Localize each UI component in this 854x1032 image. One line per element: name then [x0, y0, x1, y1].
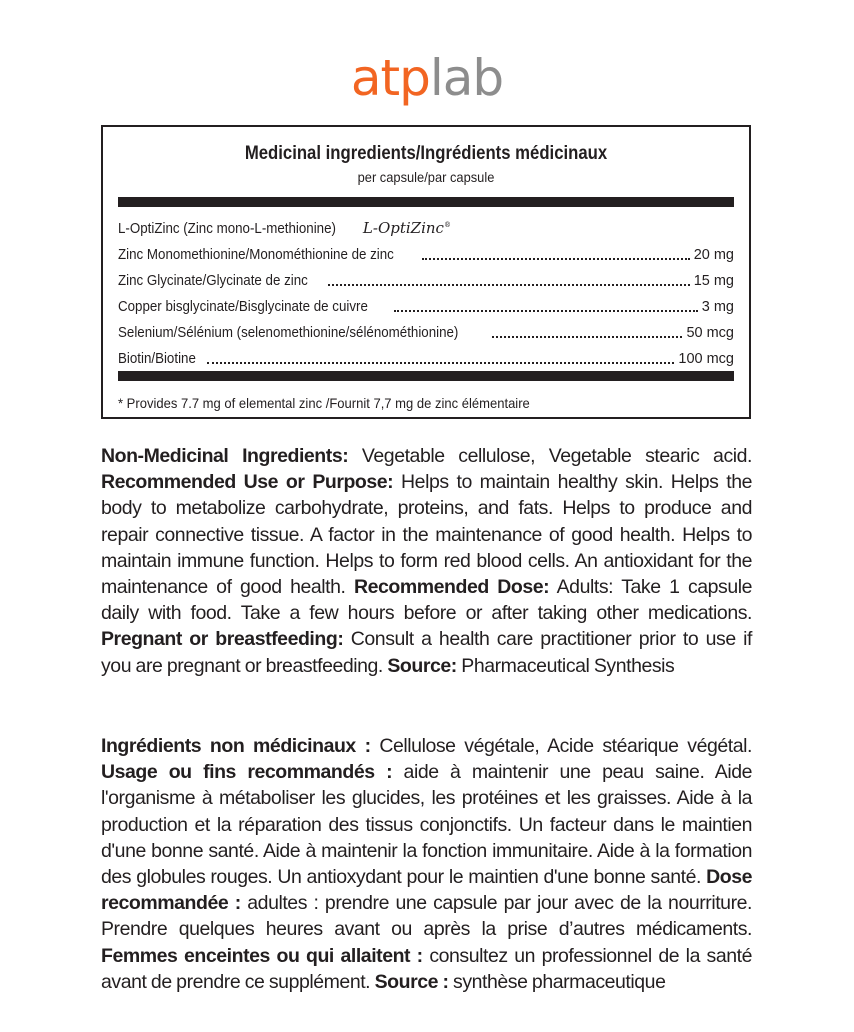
ingredient-name: Biotin/Biotine [118, 351, 196, 367]
panel-subtitle: per capsule/par capsule [357, 169, 495, 185]
ingredient-amount: 3 mg [701, 299, 734, 315]
dot-leader [328, 283, 689, 286]
en-preg-label: Pregnant or breastfeeding: [101, 628, 344, 651]
ingredient-row [118, 319, 734, 341]
en-preg-text: Consult a health care practitioner prior to use if you are pregnant or breastfeeding. [101, 628, 752, 677]
en-use-text: Helps to maintain healthy skin. Helps the body to metabolize carbohydrate, proteins, and fats. Helps to produce and repair connective tissue. A factor in the maintenance of good health. Helps to maintain immune function. Helps to form red blood cells. An antioxidant for the maintenance of good health. [101, 471, 752, 599]
ingredient-amount: 100 mcg [678, 351, 734, 367]
ingredient-amount: 50 mcg [686, 325, 734, 341]
ingredient-amount: 20 mg [693, 247, 734, 263]
ingredient-name: Copper bisglycinate/Bisglycinate de cuivre [118, 299, 368, 315]
logo-lab: lab [429, 49, 504, 107]
fr-source-text: synthèse pharmaceutique [448, 970, 666, 993]
optizinc-logo-text: L-OptiZinc [362, 219, 444, 237]
top-divider-bar [118, 197, 734, 207]
optizinc-logo [363, 219, 451, 237]
logo-atp: atp [350, 49, 430, 107]
french-label-text [101, 733, 752, 995]
en-use-label: Recommended Use or Purpose: [101, 471, 394, 494]
header-ingredient-name: L-OptiZinc (Zinc mono-L-methionine) [118, 221, 336, 237]
ingredient-name: Zinc Glycinate/Glycinate de zinc [118, 273, 308, 289]
ingredient-row [118, 293, 734, 315]
dot-leader [394, 309, 698, 312]
fr-dose-text: adultes : prendre une capsule par jour avec de la nourriture. Prendre quelques heures avant ou après la prise d’autres médicaments. [101, 892, 752, 941]
fr-nmi-label: Ingrédients non médicinaux : [101, 735, 371, 757]
fr-preg-label: Femmes enceintes ou qui allaitent : [101, 944, 423, 967]
ingredient-row [118, 241, 734, 263]
en-source-text: Pharmaceutical Synthesis [456, 654, 675, 677]
fr-source-label: Source : [374, 970, 449, 993]
dot-leader [207, 361, 675, 364]
fr-use-text: aide à maintenir une peau saine. Aide l'organisme à métaboliser les glucides, les protéines et les graisses. Aide à la production et la réparation des tissus conjonctifs. Un facteur dans le maintien d'une bonne santé. Aide à maintenir la fonction immunitaire. Aide à la formation des globules rouges. Un antioxydant pour le maintien d'une bonne santé. [101, 761, 753, 889]
dot-leader [422, 257, 690, 260]
en-nmi-label: Non-Medicinal Ingredients: [101, 445, 349, 467]
fr-preg-text: consultez un professionnel de la santé avant de prendre ce supplément. [101, 944, 752, 993]
panel-title: Medicinal ingredients/Ingrédients médicinaux [244, 143, 608, 164]
fr-use-label: Usage ou fins recommandés : [101, 761, 393, 784]
panel-footnote: * Provides 7.7 mg of elemental zinc /Fournit 7,7 mg de zinc élémentaire [118, 395, 530, 411]
dot-leader [492, 335, 682, 338]
ingredient-name: Selenium/Sélénium (selenomethionine/sélénométhionine) [118, 325, 459, 341]
en-source-label: Source: [387, 654, 457, 677]
ingredient-row [118, 267, 734, 289]
bottom-divider-bar [118, 371, 734, 381]
fr-dose-label: Dose recommandée : [101, 866, 752, 915]
brand-logo [0, 50, 854, 106]
english-label-text [101, 443, 752, 679]
medicinal-ingredients-panel [101, 125, 751, 419]
ingredient-header-row [118, 215, 734, 237]
en-dose-text: Adults: Take 1 capsule daily with food. Take a few hours before or after taking other medications. [101, 576, 753, 625]
registered-mark: ® [443, 221, 451, 229]
fr-nmi-text: Cellulose végétale, Acide stéarique végétal. [370, 735, 752, 757]
en-dose-label: Recommended Dose: [353, 576, 550, 599]
ingredient-name: Zinc Monomethionine/Monométhionine de zinc [118, 247, 394, 263]
ingredient-amount: 15 mg [693, 273, 734, 289]
ingredient-row [118, 345, 734, 367]
en-nmi-text: Vegetable cellulose, Vegetable stearic acid. [348, 445, 752, 467]
